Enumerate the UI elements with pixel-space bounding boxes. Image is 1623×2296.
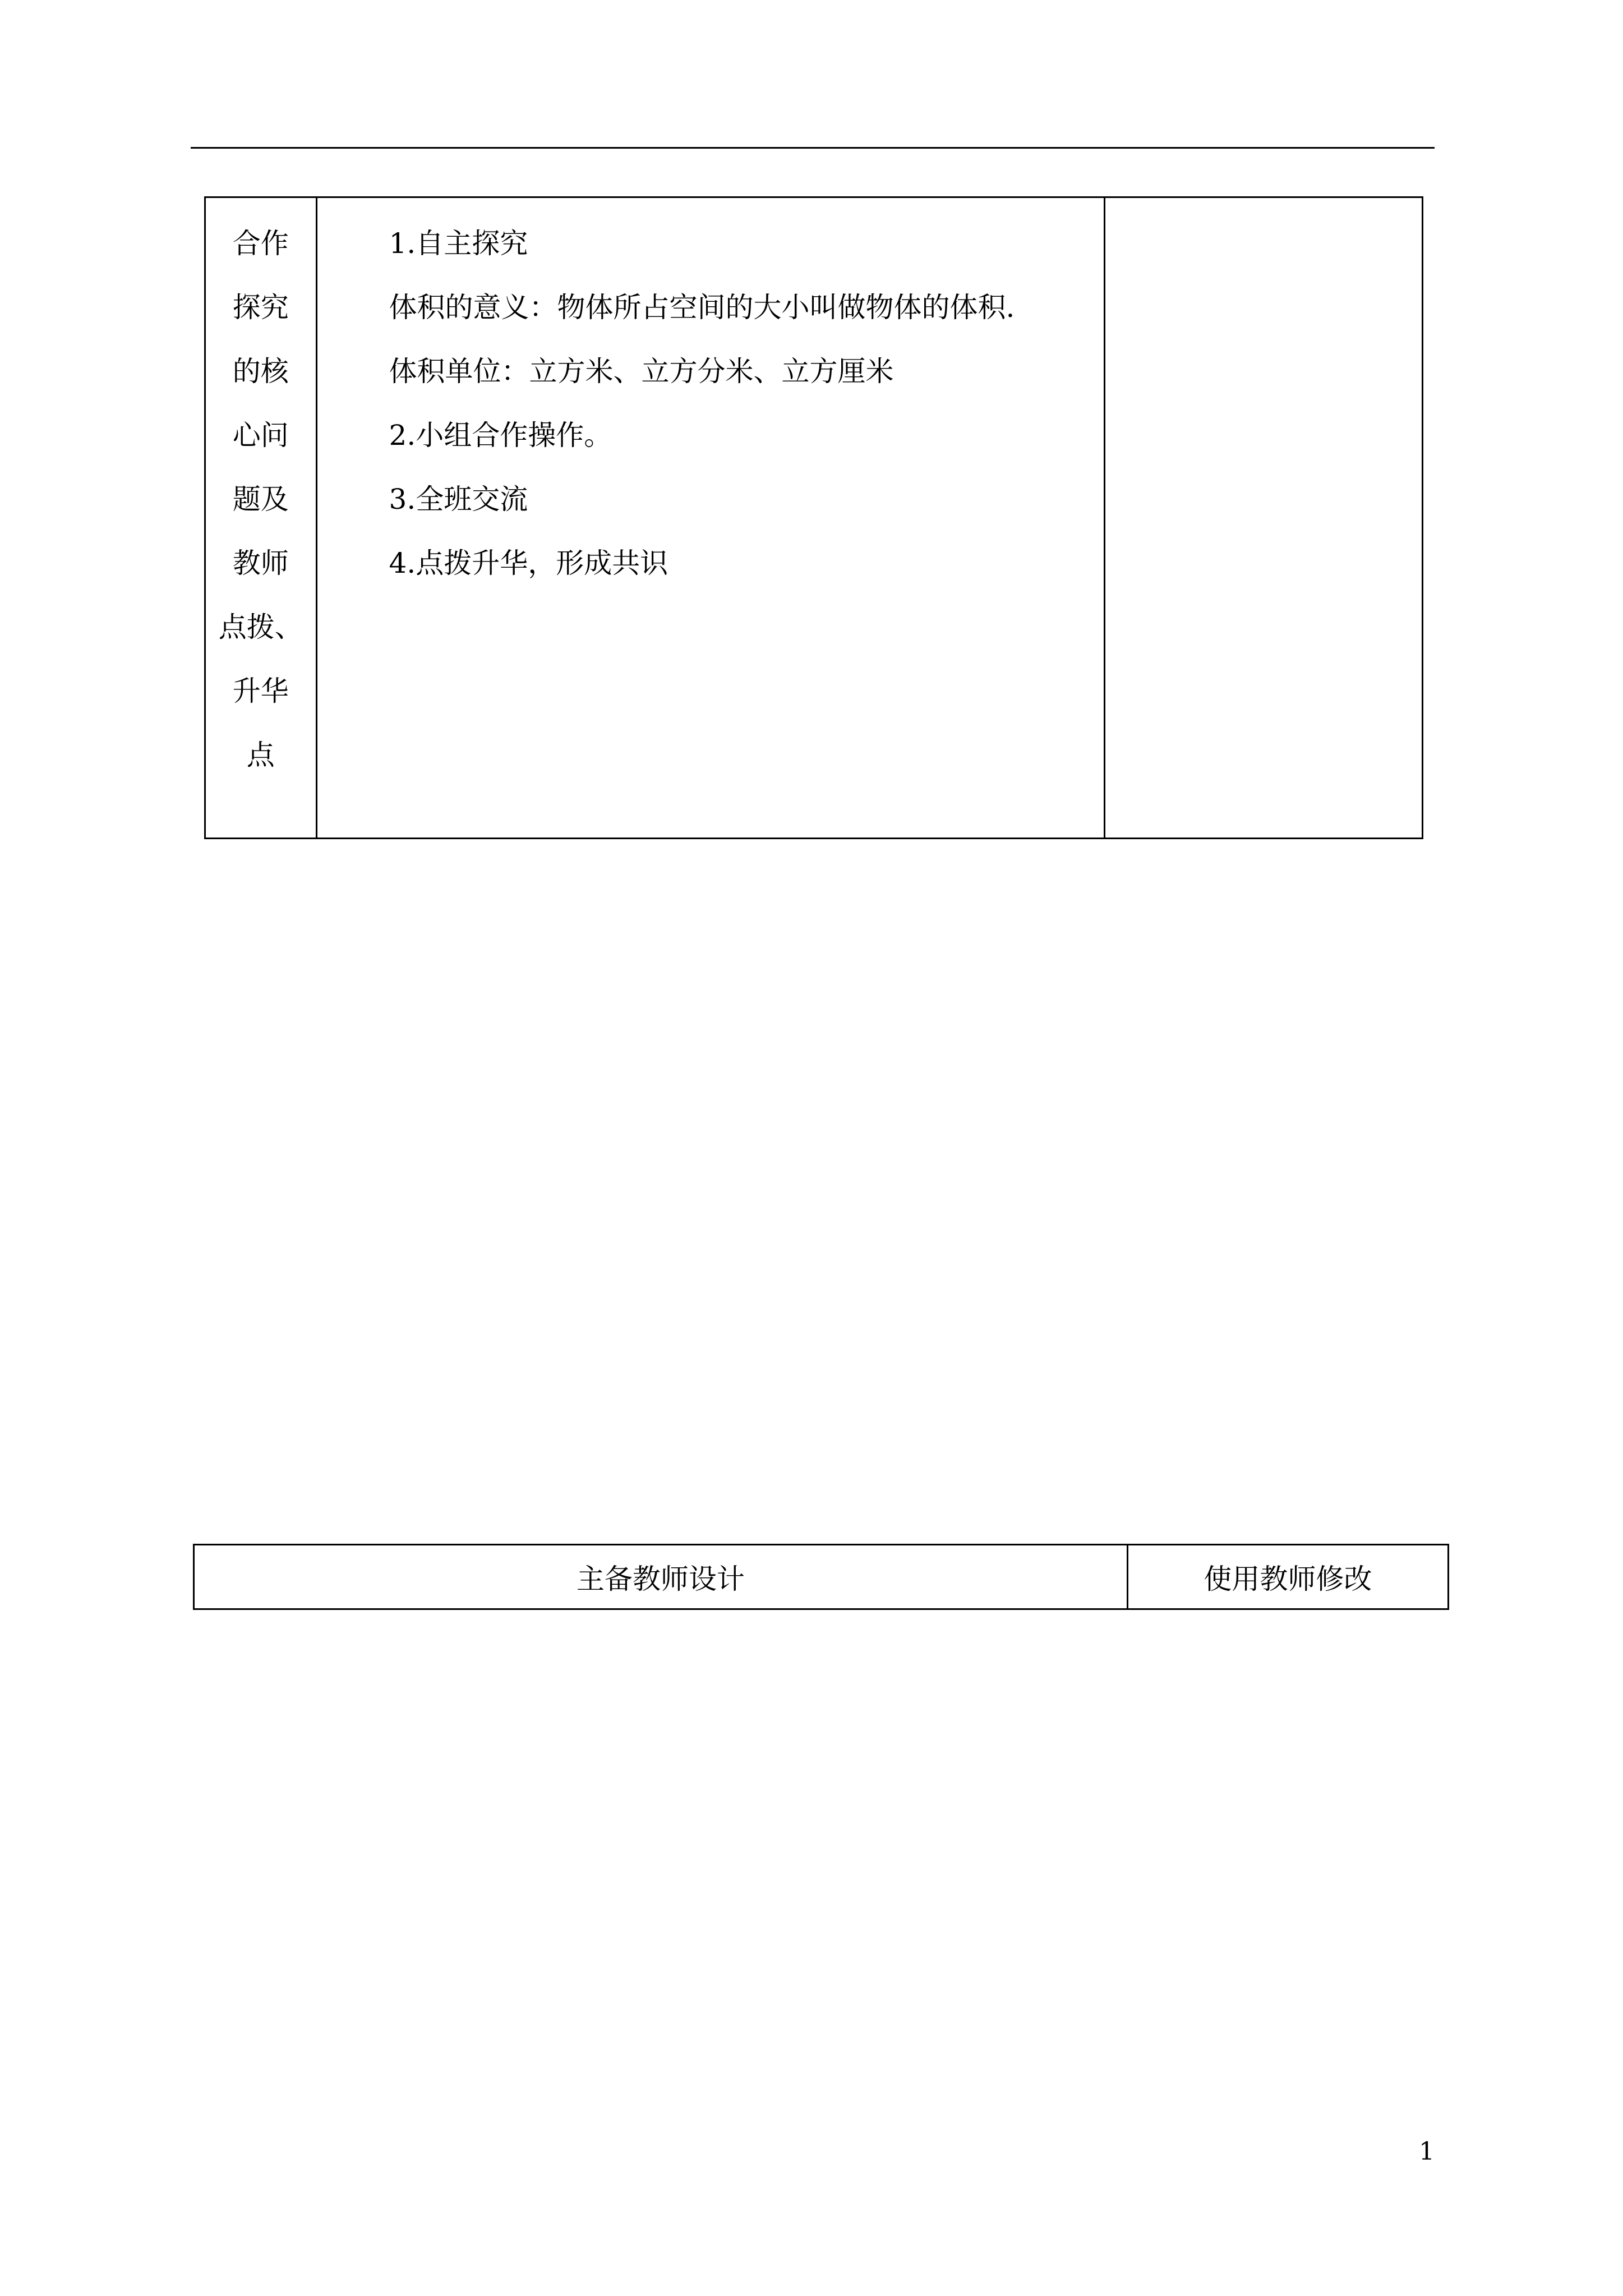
content-line: 1.自主探究	[389, 227, 528, 260]
design-header-cell: 主备教师设计	[194, 1545, 1128, 1609]
label-line: 探究	[232, 291, 289, 324]
notes-cell	[1104, 197, 1422, 839]
content-list	[317, 198, 1104, 595]
footer-table	[193, 1544, 1449, 1610]
content-line: 3.全班交流	[389, 483, 528, 516]
content-line: 体积单位：立方米、立方分米、立方厘米	[389, 355, 894, 388]
label-line: 题及	[232, 483, 289, 516]
content-line: 体积的意义：物体所占空间的大小叫做物体的体积.	[389, 291, 1015, 324]
table-row	[194, 1545, 1449, 1609]
label-line: 的核	[232, 355, 289, 388]
page-number: 1	[1419, 2137, 1435, 2166]
content-line: 4.点拨升华，形成共识	[389, 547, 668, 579]
header-rule	[191, 147, 1435, 149]
content-line: 2.小组合作操作。	[389, 419, 612, 452]
section-label-cell	[205, 197, 317, 839]
label-line: 点	[246, 739, 275, 771]
label-line: 教师	[232, 547, 289, 579]
table-row	[205, 197, 1423, 839]
label-line: 心问	[232, 419, 289, 452]
label-line: 升华	[232, 675, 289, 707]
label-line: 点拨、	[218, 611, 303, 643]
revise-header-cell: 使用教师修改	[1127, 1545, 1448, 1609]
label-line: 合作	[232, 227, 289, 260]
content-cell	[316, 197, 1104, 839]
section-label	[206, 198, 316, 787]
lesson-table	[204, 196, 1423, 839]
